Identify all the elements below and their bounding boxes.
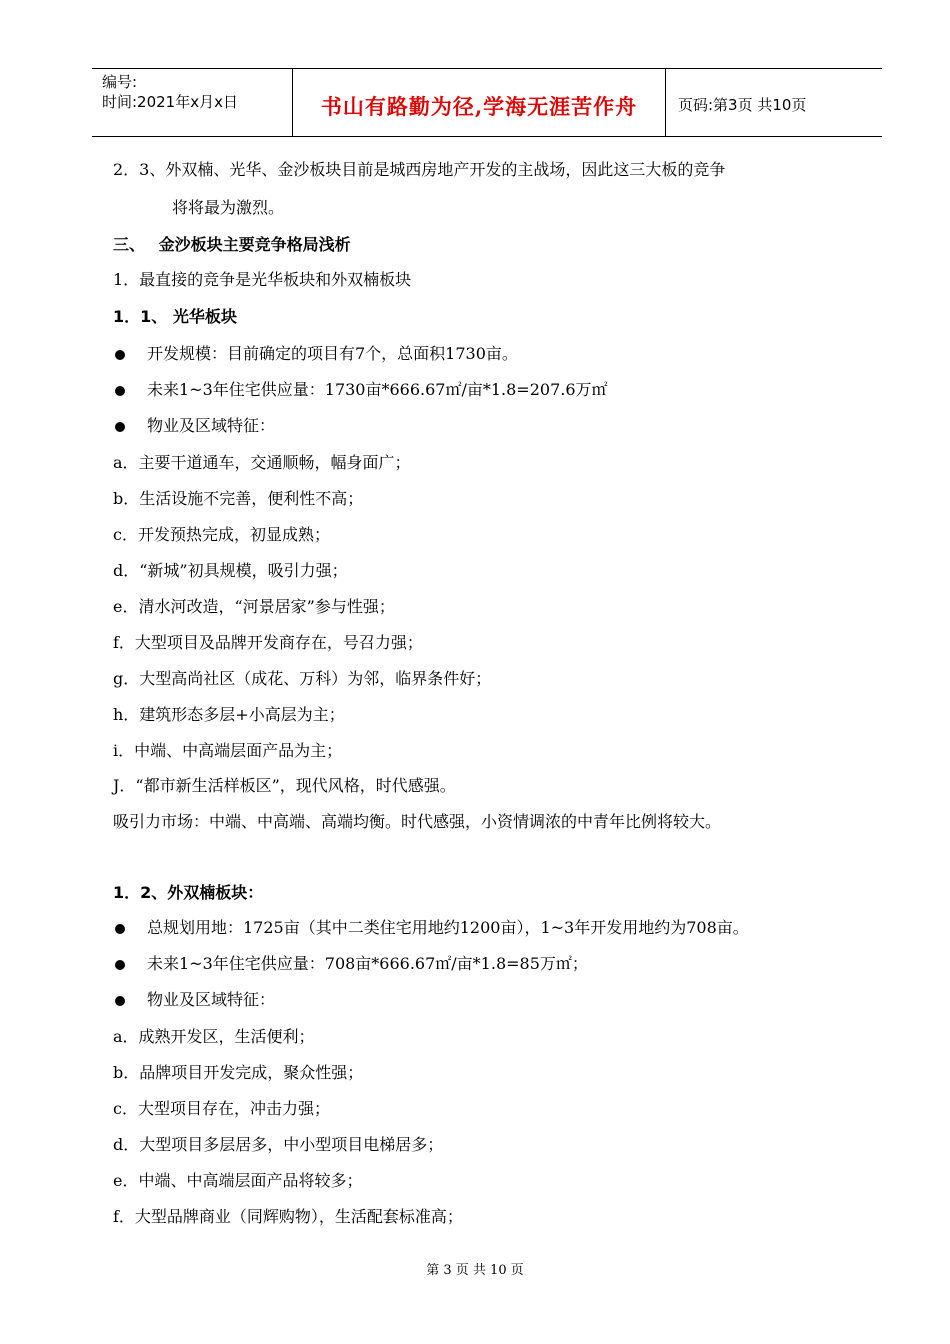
list-item: a．成熟开发区，生活便利； xyxy=(113,1027,315,1046)
page-footer: 第 3 页 共 10 页 xyxy=(426,1263,524,1278)
subsection-line: 1．最直接的竞争是光华板块和外双楠板块 xyxy=(113,270,412,289)
subsection-heading: 1．2、外双楠板块： xyxy=(113,883,264,902)
bullet-item: 物业及区域特征： xyxy=(147,416,276,435)
page-code: 页码:第3页 共10页 xyxy=(678,96,807,114)
page-header xyxy=(92,68,882,137)
list-item: a．主要干道通车，交通顺畅，幅身面广； xyxy=(113,453,411,472)
bullet-item: 总规划用地：1725亩（其中二类住宅用地约1200亩），1~3年开发用地约为708亩。 xyxy=(147,918,749,937)
bullet-icon xyxy=(115,422,125,432)
summary-line: 吸引力市场：中端、中高端、高端均衡。时代感强，小资情调浓的中青年比例将较大。 xyxy=(113,812,722,831)
list-item: d．大型项目多层居多，中小型项目电梯居多； xyxy=(113,1135,444,1154)
list-item: f．大型项目及品牌开发商存在，号召力强； xyxy=(113,633,423,652)
bullet-icon xyxy=(115,924,125,934)
list-item: b．品牌项目开发完成，聚众性强； xyxy=(113,1063,364,1082)
paragraph-line: 将将最为激烈。 xyxy=(172,198,285,217)
section-heading: 三、 金沙板块主要竞争格局浅析 xyxy=(113,235,351,254)
list-item: d．“新城”初具规模，吸引力强； xyxy=(113,561,348,580)
list-item: h．建筑形态多层+小高层为主； xyxy=(113,705,345,724)
list-item: J．“都市新生活样板区”，现代风格，时代感强。 xyxy=(113,776,456,795)
bullet-item: 未来1~3年住宅供应量：1730亩*666.67㎡/亩*1.8=207.6万㎡ xyxy=(147,380,608,399)
bullet-icon xyxy=(115,996,125,1006)
bullet-icon xyxy=(115,350,125,360)
list-item: b．生活设施不完善，便利性不高； xyxy=(113,489,364,508)
bullet-item: 未来1~3年住宅供应量：708亩*666.67㎡/亩*1.8=85万㎡； xyxy=(147,954,588,973)
bullet-item: 开发规模：目前确定的项目有7个，总面积1730亩。 xyxy=(147,344,518,363)
list-item: g．大型高尚社区（成花、万科）为邻，临界条件好； xyxy=(113,669,492,688)
list-item: c．开发预热完成，初显成熟； xyxy=(113,525,330,544)
list-item: f．大型品牌商业（同辉购物），生活配套标准高； xyxy=(113,1207,463,1226)
bullet-icon xyxy=(115,386,125,396)
number-label: 编号: xyxy=(102,73,138,91)
header-motto: 书山有路勤为径,学海无涯苦作舟 xyxy=(320,94,638,119)
subsection-heading: 1．1、 光华板块 xyxy=(113,307,237,326)
header-page-cell xyxy=(666,69,882,136)
paragraph-line: 2．3、外双楠、光华、金沙板块目前是城西房地产开发的主战场，因此这三大板的竞争 xyxy=(113,160,726,179)
time-label: 时间:2021年x月x日 xyxy=(102,93,238,111)
header-meta xyxy=(92,69,292,136)
bullet-icon xyxy=(115,960,125,970)
list-item: i．中端、中高端层面产品为主； xyxy=(113,741,343,760)
bullet-item: 物业及区域特征： xyxy=(147,990,276,1009)
list-item: e．中端、中高端层面产品将较多； xyxy=(113,1171,363,1190)
header-motto-cell xyxy=(292,69,666,136)
list-item: e．清水河改造，“河景居家”参与性强； xyxy=(113,597,395,616)
list-item: c．大型项目存在，冲击力强； xyxy=(113,1099,330,1118)
